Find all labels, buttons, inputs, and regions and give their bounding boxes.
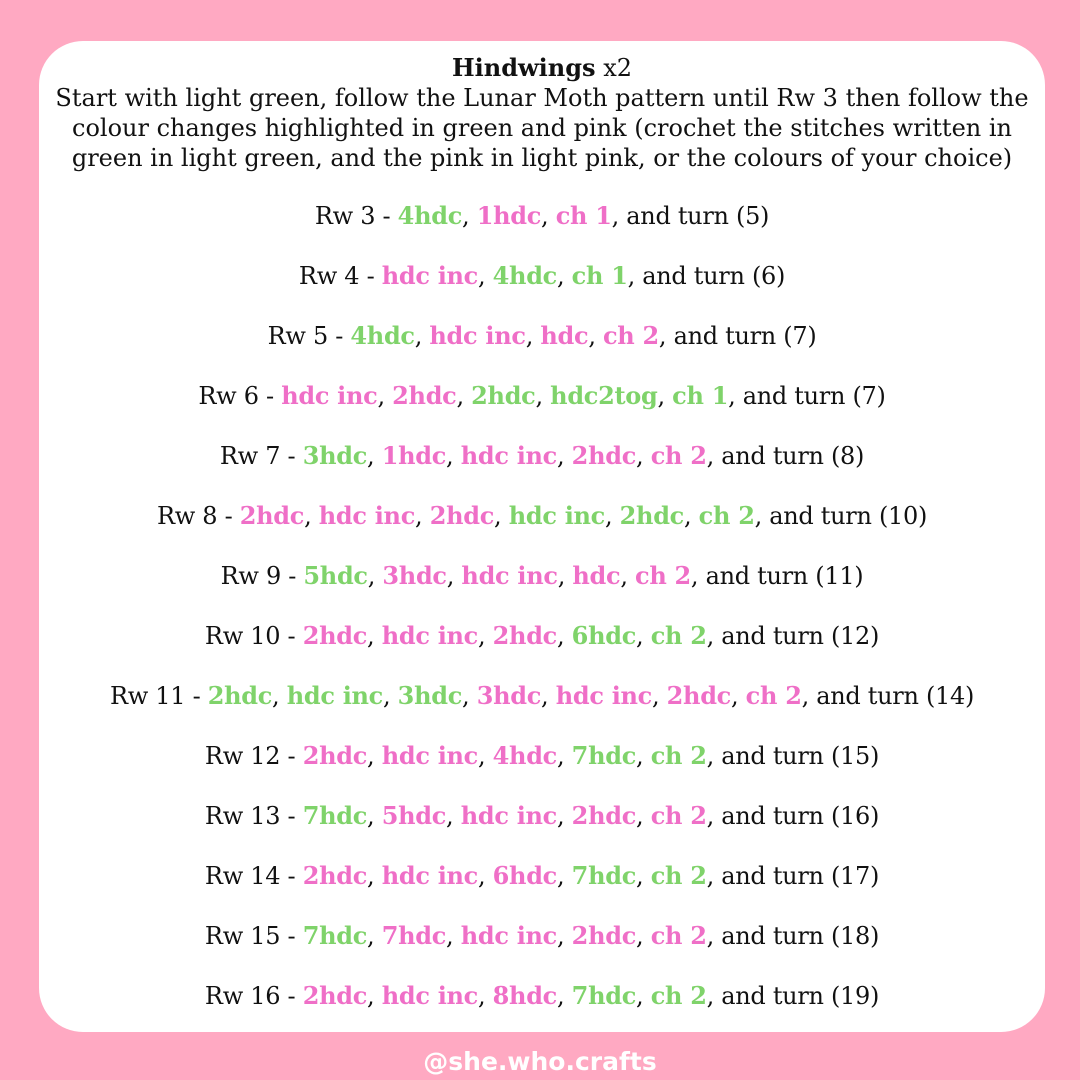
- stitch-pink: hdc inc: [318, 501, 416, 530]
- pattern-row: Rw 13 - 7hdc, 5hdc, hdc inc, 2hdc, ch 2, and turn (16): [204, 801, 880, 830]
- row-label: Rw 4: [298, 262, 360, 290]
- stitch-green: 7hdc: [571, 981, 637, 1010]
- row-turn-count: , and turn (5): [611, 202, 770, 230]
- pattern-row: Rw 6 - hdc inc, 2hdc, 2hdc, hdc2tog, ch 1, and turn (7): [198, 381, 886, 410]
- stitch-pink: hdc inc: [381, 261, 478, 290]
- stitch-green: 2hdc: [471, 381, 536, 410]
- pattern-count: x2: [603, 54, 632, 82]
- pattern-title: Hindwings: [452, 53, 596, 82]
- stitch-pink: ch 2: [650, 921, 707, 950]
- pattern-card: [39, 41, 1045, 1032]
- row-label: Rw 7: [219, 442, 281, 470]
- stitch-green: ch 2: [650, 861, 707, 890]
- stitch-pink: hdc inc: [460, 441, 557, 470]
- pattern-row: Rw 11 - 2hdc, hdc inc, 3hdc, 3hdc, hdc inc, 2hdc, ch 2, and turn (14): [109, 681, 975, 710]
- stitch-green: ch 2: [698, 501, 755, 530]
- stitch-pink: 1hdc: [381, 441, 447, 470]
- row-turn-count: , and turn (14): [801, 682, 975, 710]
- row-label: Rw 9: [220, 562, 281, 590]
- stitch-pink: hdc inc: [555, 681, 652, 710]
- stitch-pink: 2hdc: [392, 381, 457, 410]
- stitch-pink: 2hdc: [492, 621, 557, 650]
- stitch-green: 3hdc: [397, 681, 463, 710]
- row-turn-count: , and turn (7): [728, 382, 886, 410]
- stitch-pink: 2hdc: [429, 501, 495, 530]
- stitch-pink: 2hdc: [302, 981, 368, 1010]
- stitch-green: 7hdc: [571, 861, 637, 890]
- stitch-green: 7hdc: [302, 801, 368, 830]
- row-turn-count: , and turn (15): [706, 742, 880, 770]
- row-label: Rw 14: [204, 862, 281, 890]
- row-label: Rw 6: [198, 382, 259, 410]
- stitch-green: 2hdc: [619, 501, 684, 530]
- stitch-green: 2hdc: [207, 681, 273, 710]
- stitch-pink: ch 2: [745, 681, 802, 710]
- row-turn-count: , and turn (17): [706, 862, 880, 890]
- stitch-pink: 4hdc: [492, 741, 557, 770]
- stitch-pink: hdc inc: [381, 861, 478, 890]
- stitch-green: ch 2: [650, 981, 707, 1010]
- stitch-pink: 6hdc: [492, 861, 557, 890]
- stitch-pink: 2hdc: [302, 621, 368, 650]
- stitch-green: 4hdc: [397, 201, 463, 230]
- row-turn-count: , and turn (12): [706, 622, 880, 650]
- stitch-green: hdc2tog: [550, 381, 658, 410]
- pattern-row: Rw 10 - 2hdc, hdc inc, 2hdc, 6hdc, ch 2, and turn (12): [204, 621, 880, 650]
- stitch-pink: ch 2: [650, 441, 707, 470]
- row-list: [39, 201, 1045, 1011]
- stitch-pink: hdc inc: [460, 921, 557, 950]
- pattern-row: Rw 4 - hdc inc, 4hdc, ch 1, and turn (6): [298, 261, 786, 290]
- row-turn-count: , and turn (16): [706, 802, 880, 830]
- row-turn-count: , and turn (6): [627, 262, 786, 290]
- stitch-pink: 3hdc: [476, 681, 542, 710]
- stitch-pink: 8hdc: [492, 981, 557, 1010]
- row-label: Rw 16: [204, 982, 281, 1010]
- stitch-green: 4hdc: [492, 261, 557, 290]
- stitch-green: ch 2: [650, 621, 707, 650]
- pattern-row: Rw 8 - 2hdc, hdc inc, 2hdc, hdc inc, 2hdc, ch 2, and turn (10): [156, 501, 928, 530]
- pattern-row: Rw 7 - 3hdc, 1hdc, hdc inc, 2hdc, ch 2, and turn (8): [219, 441, 865, 470]
- stitch-pink: 2hdc: [302, 861, 368, 890]
- stitch-pink: hdc inc: [381, 741, 478, 770]
- stitch-pink: hdc inc: [461, 561, 558, 590]
- stitch-pink: 2hdc: [571, 921, 637, 950]
- row-label: Rw 3: [314, 202, 376, 230]
- row-label: Rw 13: [204, 802, 281, 830]
- pattern-intro: Start with light green, follow the Lunar Moth pattern until Rw 3 then follow the colour changes highlighted in green and pink (crochet the stitches written in green in light green, and the pink in light pink, or the colours of your choice): [55, 84, 1029, 172]
- stitch-pink: hdc inc: [429, 321, 526, 350]
- pattern-row: Rw 15 - 7hdc, 7hdc, hdc inc, 2hdc, ch 2, and turn (18): [204, 921, 880, 950]
- row-turn-count: , and turn (8): [706, 442, 865, 470]
- row-turn-count: , and turn (19): [706, 982, 880, 1010]
- row-turn-count: , and turn (10): [754, 502, 928, 530]
- row-turn-count: , and turn (18): [706, 922, 880, 950]
- row-turn-count: , and turn (7): [658, 322, 817, 350]
- pattern-row: Rw 12 - 2hdc, hdc inc, 4hdc, 7hdc, ch 2, and turn (15): [204, 741, 880, 770]
- stitch-pink: ch 2: [650, 801, 707, 830]
- row-label: Rw 15: [204, 922, 281, 950]
- pattern-row: Rw 3 - 4hdc, 1hdc, ch 1, and turn (5): [314, 201, 770, 230]
- stitch-pink: 5hdc: [381, 801, 447, 830]
- row-label: Rw 5: [267, 322, 328, 350]
- row-label: Rw 10: [204, 622, 281, 650]
- stitch-pink: ch 2: [602, 321, 659, 350]
- stitch-pink: 2hdc: [666, 681, 731, 710]
- stitch-pink: hdc: [540, 321, 589, 350]
- stitch-pink: 2hdc: [302, 741, 368, 770]
- stitch-green: ch 1: [571, 261, 628, 290]
- stitch-green: hdc inc: [508, 501, 605, 530]
- row-label: Rw 8: [156, 502, 218, 530]
- pattern-row: Rw 9 - 5hdc, 3hdc, hdc inc, hdc, ch 2, and turn (11): [220, 561, 864, 590]
- pattern-heading: [39, 53, 1045, 83]
- stitch-pink: ch 2: [635, 561, 691, 590]
- pattern-row: Rw 5 - 4hdc, hdc inc, hdc, ch 2, and turn (7): [267, 321, 817, 350]
- stitch-pink: 2hdc: [571, 801, 637, 830]
- stitch-pink: 7hdc: [381, 921, 447, 950]
- stitch-green: 6hdc: [571, 621, 637, 650]
- stitch-pink: 1hdc: [476, 201, 542, 230]
- pattern-row: Rw 16 - 2hdc, hdc inc, 8hdc, 7hdc, ch 2, and turn (19): [204, 981, 880, 1010]
- row-label: Rw 12: [204, 742, 281, 770]
- stitch-pink: hdc inc: [381, 621, 478, 650]
- stitch-green: 5hdc: [303, 561, 368, 590]
- stitch-pink: 3hdc: [382, 561, 447, 590]
- stitch-pink: hdc inc: [281, 381, 378, 410]
- stitch-green: ch 2: [650, 741, 707, 770]
- stitch-pink: hdc inc: [381, 981, 478, 1010]
- stitch-green: 4hdc: [350, 321, 415, 350]
- pattern-row: Rw 14 - 2hdc, hdc inc, 6hdc, 7hdc, ch 2, and turn (17): [204, 861, 880, 890]
- stitch-pink: hdc: [572, 561, 621, 590]
- stitch-pink: hdc inc: [460, 801, 557, 830]
- row-label: Rw 11: [109, 682, 186, 710]
- author-handle: @she.who.crafts: [423, 1047, 657, 1076]
- stitch-green: 7hdc: [302, 921, 368, 950]
- stitch-green: 7hdc: [571, 741, 637, 770]
- stitch-green: 3hdc: [302, 441, 368, 470]
- stitch-pink: ch 1: [555, 201, 612, 230]
- row-turn-count: , and turn (11): [690, 562, 864, 590]
- stitch-green: hdc inc: [286, 681, 383, 710]
- stitch-pink: 2hdc: [571, 441, 637, 470]
- stitch-pink: 2hdc: [239, 501, 305, 530]
- stitch-green: ch 1: [672, 381, 729, 410]
